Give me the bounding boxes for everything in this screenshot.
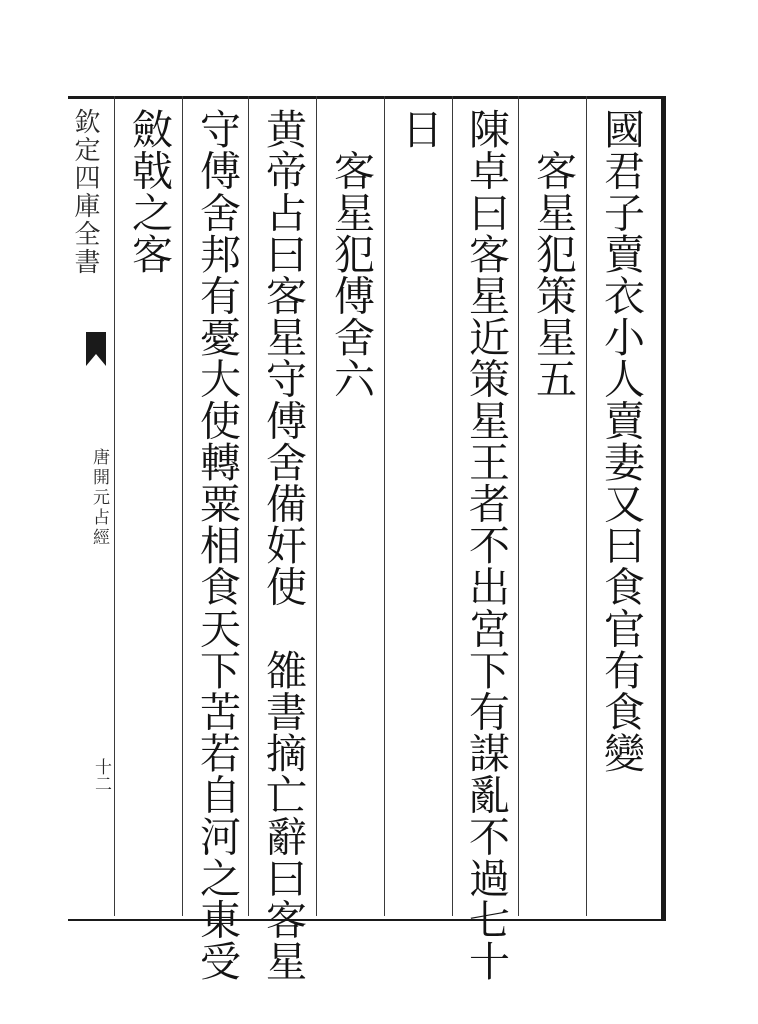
margin-book-name: 唐開元占經 <box>89 448 109 548</box>
text-column-1: 國君子賣衣小人賣妻又曰食官有食變 <box>597 108 645 774</box>
outer-border-thick-edge <box>661 99 666 919</box>
column-rule <box>182 96 183 916</box>
margin-page-number: 十二 <box>91 758 111 792</box>
column-rule <box>248 96 249 916</box>
text-column-5: 客星犯傅舍六 <box>327 108 375 400</box>
column-rule <box>384 96 385 916</box>
column-rule <box>316 96 317 916</box>
text-column-7: 守傅舍邦有憂大使轉粟相食天下苦若自河之東受 <box>193 108 241 982</box>
fish-tail-mark-icon <box>86 332 106 366</box>
text-column-6: 黄帝占曰客星守傅舍備奸使 雒書摘亡辭曰客星 <box>259 108 307 982</box>
text-column-4: 日 <box>395 108 443 150</box>
text-column-3: 陳卓曰客星近策星王者不出宮下有謀亂不過七十 <box>462 108 510 982</box>
column-rule <box>586 96 587 916</box>
text-column-8: 斂戟之客 <box>125 108 173 275</box>
margin-collection-title: 欽定四庫全書 <box>70 108 100 276</box>
column-rule <box>452 96 453 916</box>
column-rule <box>518 96 519 916</box>
text-column-2: 客星犯策星五 <box>529 108 577 400</box>
column-rule <box>114 96 115 916</box>
